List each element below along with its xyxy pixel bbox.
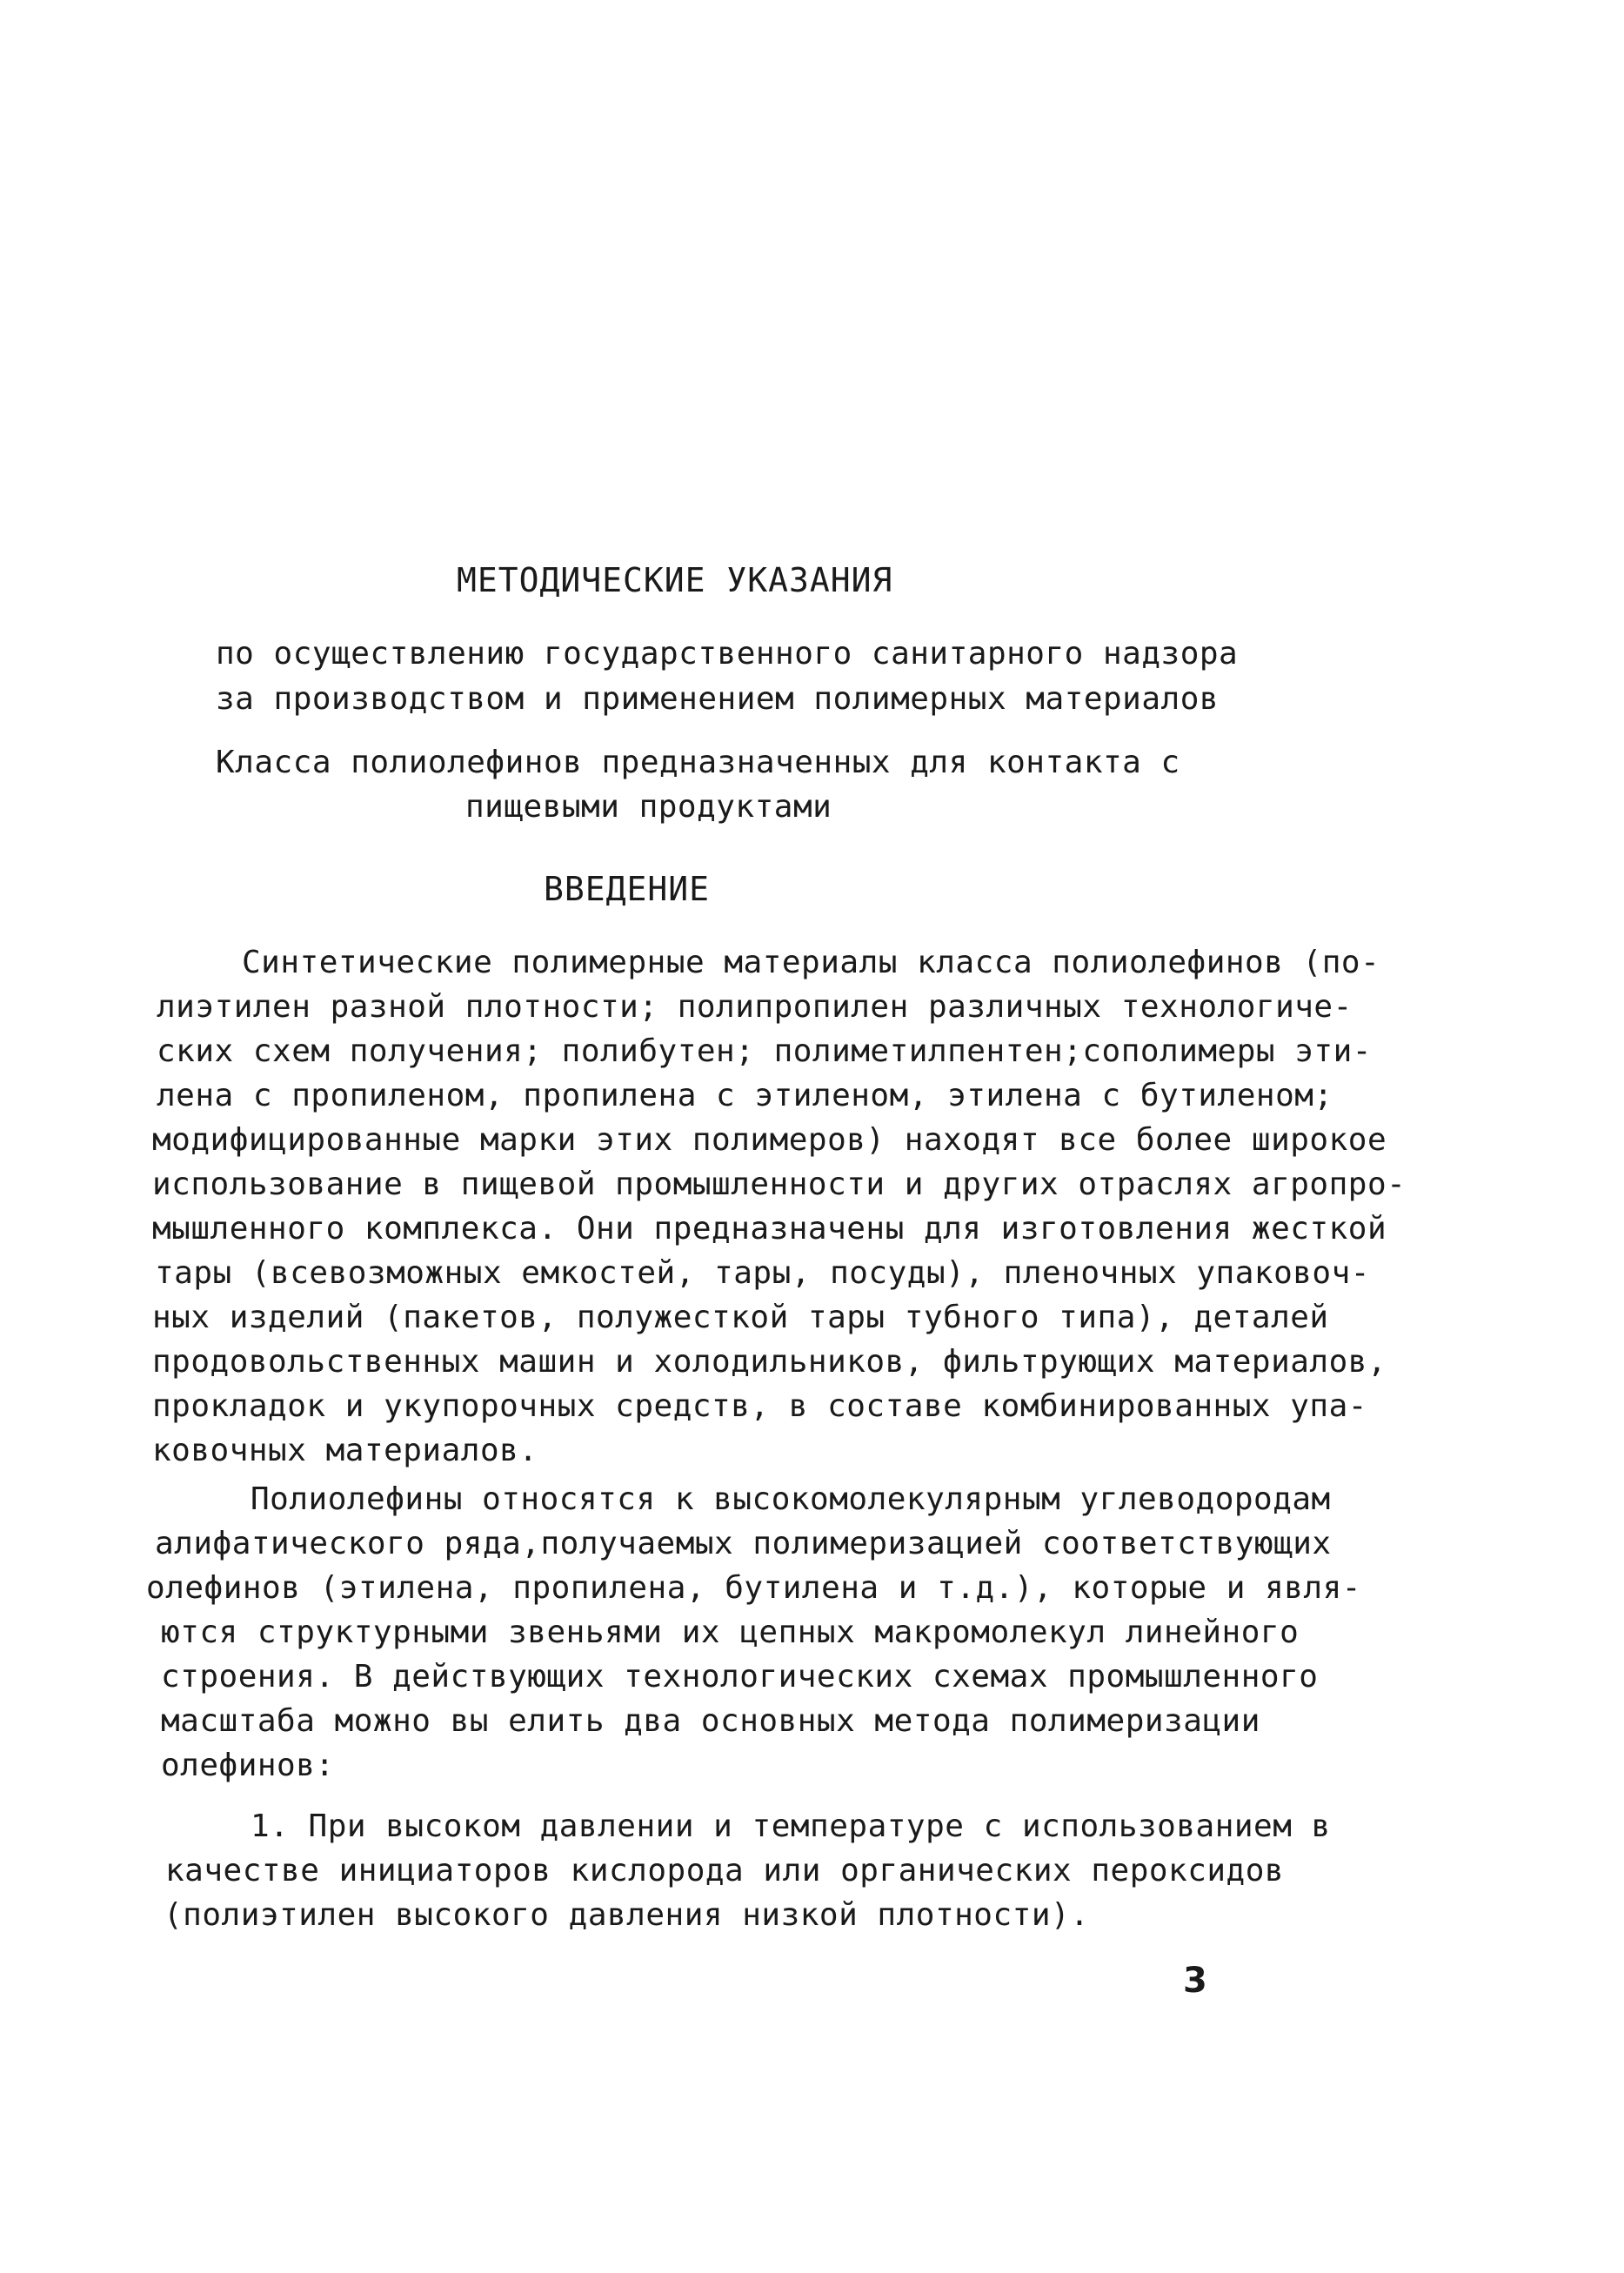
section-heading: ВВЕДЕНИЕ: [544, 870, 711, 908]
paragraph-line: Полиолефины относятся к высокомолекулярным углеводородам: [251, 1481, 1331, 1517]
subtitle-line: по осуществлению государственного санитарного надзора: [216, 636, 1239, 672]
subtitle-line: пищевыми продуктами: [465, 789, 832, 825]
paragraph-line: лена с пропиленом, пропилена с этиленом, этилена с бутиленом;: [157, 1078, 1333, 1113]
paragraph-line: олефинов:: [161, 1748, 335, 1783]
paragraph-line: продовольственных машин и холодильников, фильтрующих материалов,: [152, 1344, 1387, 1380]
paragraph-line: строения. В действующих технологических схемах промышленного: [161, 1659, 1319, 1695]
paragraph-line: использование в пищевой промышленности и других отраслях агропро-: [152, 1167, 1407, 1202]
subtitle-line: Класса полиолефинов предназначенных для контакта с: [216, 745, 1180, 780]
paragraph-line: ются структурными звеньями их цепных макромолекул линейного: [161, 1614, 1300, 1650]
paragraph-line: 1. При высоком давлении и температуре с использованием в: [251, 1808, 1331, 1844]
paragraph-line: тары (всевозможных емкостей, тары, посуды), пленочных упаковоч-: [155, 1255, 1370, 1291]
paragraph-line: Синтетические полимерные материалы класса полиолефинов (по-: [242, 945, 1380, 980]
paragraph-line: олефинов (этилена, пропилена, бутилена и т.д.), которые и явля-: [146, 1570, 1361, 1606]
paragraph-line: качестве инициаторов кислорода или органических пероксидов: [165, 1853, 1285, 1889]
paragraph-line: лиэтилен разной плотности; полипропилен различных технологиче-: [157, 989, 1353, 1025]
subtitle-line: за производством и применением полимерных материалов: [216, 681, 1220, 717]
paragraph-line: модифицированные марки этих полимеров) находят все более широкое: [152, 1122, 1387, 1158]
paragraph-line: мышленного комплекса. Они предназначены для изготовления жесткой: [152, 1211, 1387, 1247]
paragraph-line: алифатического ряда,получаемых полимеризацией соответствующих: [155, 1526, 1332, 1561]
paragraph-line: масштаба можно вы елить два основных метода полимеризации: [161, 1703, 1260, 1739]
paragraph-line: ских схем получения; полибутен; полиметилпентен;сополимеры эти-: [157, 1033, 1372, 1069]
paragraph-line: ковочных материалов.: [152, 1433, 538, 1468]
document-title: МЕТОДИЧЕСКИЕ УКАЗАНИЯ: [457, 561, 893, 599]
paragraph-line: прокладок и укупорочных средств, в составе комбинированных упа-: [152, 1388, 1367, 1424]
page-number: 3: [1183, 1961, 1208, 2001]
paragraph-line: (полиэтилен высокого давления низкой плотности).: [164, 1897, 1090, 1933]
paragraph-line: ных изделий (пакетов, полужесткой тары тубного типа), деталей: [152, 1300, 1329, 1335]
